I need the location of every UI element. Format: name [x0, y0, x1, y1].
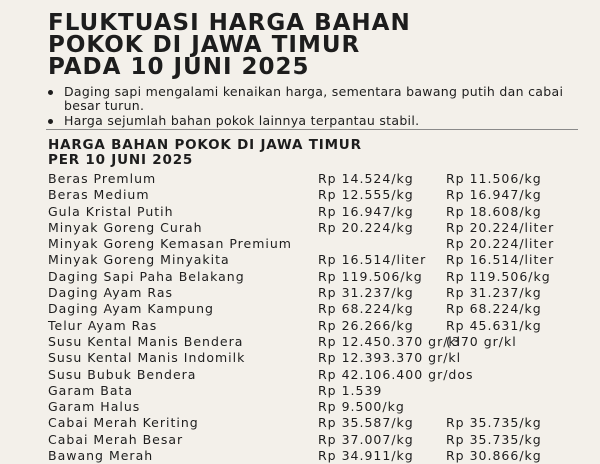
price-value-2: Rp 45.631/kg: [446, 317, 542, 333]
table-title-line-2: PER 10 JUNI 2025: [48, 152, 194, 168]
price-value-1: Rp 9.500/kg: [318, 399, 405, 415]
table-row: [48, 432, 593, 448]
price-value-2: Rp 30.866/kg: [446, 448, 542, 464]
price-value-2: Rp 11.506/kg: [446, 171, 542, 186]
page-title: [48, 12, 588, 78]
bullet-text: Harga sejumlah bahan pokok lainnya terpantau stabil.: [64, 113, 420, 128]
price-value-2: Rp 20.224/liter: [446, 236, 555, 252]
divider: [46, 129, 578, 130]
commodity-name: Minyak Goreng Minyakita: [48, 252, 230, 268]
price-value-2: Rp 16.514/liter: [446, 252, 555, 268]
price-value-1: Rp 1.539: [318, 382, 383, 398]
commodity-name: Minyak Goreng Curah: [48, 219, 203, 235]
commodity-name: Gula Kristal Putih: [48, 203, 174, 219]
table-row: [48, 399, 593, 415]
commodity-name: Susu Kental Manis Indomilk: [48, 350, 246, 366]
price-value-1: Rp 34.911/kg: [318, 448, 414, 464]
commodity-name: Minyak Goreng Kemasan Premium: [48, 236, 292, 252]
price-value-1: Rp 68.224/kg: [318, 301, 414, 317]
price-value-1: Rp 119.506/kg: [318, 268, 423, 284]
table-row: [48, 301, 593, 317]
commodity-name: Garam Halus: [48, 399, 141, 415]
commodity-name: Daging Sapi Paha Belakang: [48, 268, 245, 284]
price-value-1: Rp 35.587/kg: [318, 415, 414, 431]
price-value-1: Rp 20.224/kg: [318, 219, 414, 235]
table-row: [48, 220, 593, 236]
table-row: [48, 350, 593, 366]
price-value-1: Rp 16.947/kg: [318, 203, 414, 219]
price-value-1: Rp 31.237/kg: [318, 285, 414, 301]
bullet-text: Daging sapi mengalami kenaikan harga, sementara bawang putih dan cabai besar turun.: [64, 84, 564, 113]
price-table: [48, 171, 593, 464]
table-row: [48, 318, 593, 334]
price-value-2: Rp 31.237/kg: [446, 285, 542, 301]
bullet-item: [46, 114, 586, 128]
price-value-1: Rp 14.524/kg: [318, 171, 414, 186]
table-row: [48, 285, 593, 301]
page-title-line-3: PADA 10 JUNI 2025: [48, 54, 310, 80]
price-value-1: Rp 37.007/kg: [318, 431, 414, 447]
commodity-name: Susu Kental Manis Bendera: [48, 333, 244, 349]
commodity-name: Garam Bata: [48, 382, 134, 398]
page-title-line-1: FLUKTUASI HARGA BAHAN: [48, 10, 411, 36]
table-row: [48, 448, 593, 464]
price-value-1: Rp 12.555/kg: [318, 187, 414, 203]
price-value-1: Rp 12.393.370 gr/kl: [318, 350, 462, 366]
table-row: [48, 252, 593, 268]
price-value-2: Rp 119.506/kg: [446, 268, 551, 284]
commodity-name: Bawang Merah: [48, 448, 154, 464]
commodity-name: Beras Premlum: [48, 171, 157, 186]
price-value-2: Rp 18.608/kg: [446, 203, 542, 219]
price-value-2: Rp 35.735/kg: [446, 431, 542, 447]
table-row: [48, 171, 593, 187]
commodity-name: Cabai Merah Besar: [48, 431, 184, 447]
commodity-name: Susu Bubuk Bendera: [48, 366, 197, 382]
price-value-2: Rp 68.224/kg: [446, 301, 542, 317]
price-value-1: Rp 26.266/kg: [318, 317, 414, 333]
table-row: [48, 236, 593, 252]
price-value-2: Rp 20.224/liter: [446, 219, 555, 235]
commodity-name: Telur Ayam Ras: [48, 317, 158, 333]
price-value-2: (370 gr/kl: [446, 333, 517, 349]
price-value-1: Rp 12.450.370 gr/kl: [318, 333, 462, 349]
price-value-1: Rp 42.106.400 gr/dos: [318, 366, 474, 382]
page-title-line-2: POKOK DI JAWA TIMUR: [48, 32, 361, 58]
table-row: [48, 334, 593, 350]
bullet-dot-icon: [48, 90, 53, 95]
bullet-item: [46, 85, 586, 113]
table-row: [48, 269, 593, 285]
commodity-name: Daging Ayam Ras: [48, 285, 174, 301]
price-value-1: Rp 16.514/liter: [318, 252, 427, 268]
price-value-2: Rp 16.947/kg: [446, 187, 542, 203]
table-title-line-1: HARGA BAHAN POKOK DI JAWA TIMUR: [48, 137, 362, 153]
table-row: [48, 187, 593, 203]
bullet-dot-icon: [48, 119, 53, 124]
commodity-name: Beras Medium: [48, 187, 150, 203]
commodity-name: Daging Ayam Kampung: [48, 301, 214, 317]
table-title: [48, 138, 588, 168]
price-value-2: Rp 35.735/kg: [446, 415, 542, 431]
table-row: [48, 415, 593, 431]
table-row: [48, 367, 593, 383]
table-row: [48, 383, 593, 399]
summary-bullets: [46, 85, 586, 129]
table-row: [48, 204, 593, 220]
commodity-name: Cabai Merah Keriting: [48, 415, 199, 431]
